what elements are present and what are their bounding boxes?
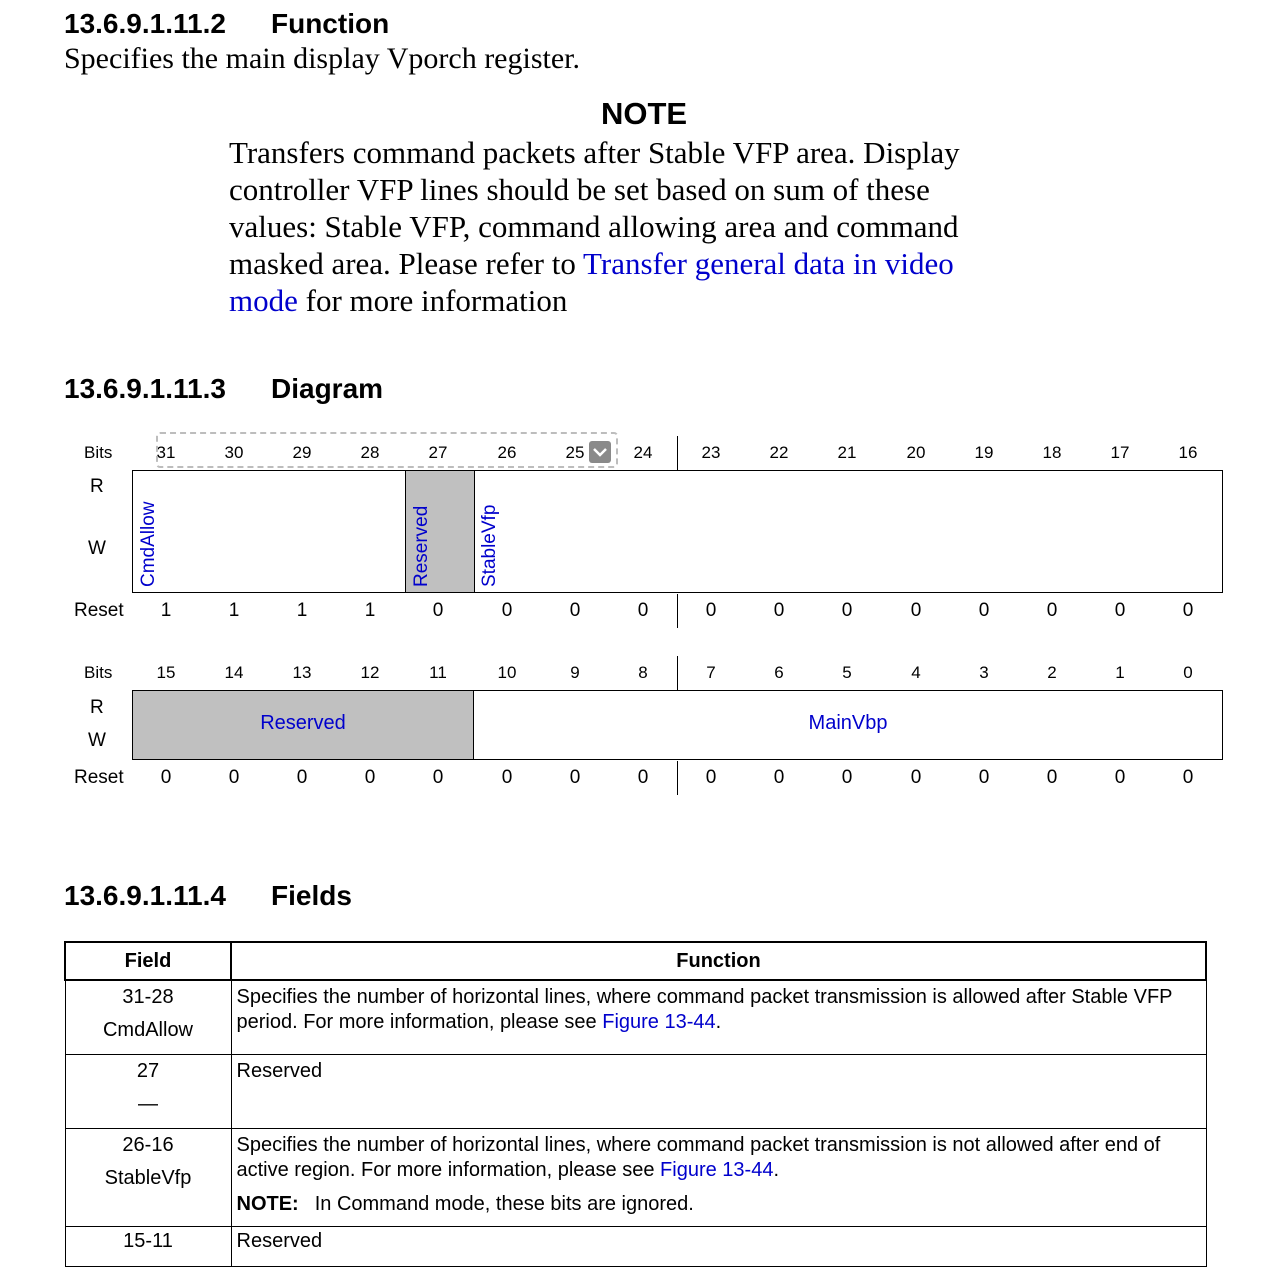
- reset-value: 0: [432, 767, 444, 788]
- reset-value: 1: [228, 600, 240, 621]
- function-cell: [231, 1128, 1206, 1226]
- bit-number: 6: [774, 663, 784, 682]
- field-name: —: [138, 1092, 158, 1115]
- field-note-text: In Command mode, these bits are ignored.: [314, 1192, 694, 1215]
- bit-number: 15: [156, 663, 176, 682]
- reset-value: 0: [841, 767, 853, 788]
- reset-value: 0: [705, 767, 717, 788]
- fields-table: [64, 941, 1207, 1267]
- field-note: [237, 1192, 1198, 1217]
- reset-value: 0: [364, 767, 376, 788]
- reset-label-lower: Reset: [74, 767, 124, 788]
- field-bits: 15-11: [123, 1229, 173, 1252]
- reset-value: 0: [160, 767, 172, 788]
- r-label-upper: R: [90, 476, 104, 497]
- reset-value: 0: [228, 767, 240, 788]
- bits-label-upper: Bits: [84, 443, 113, 462]
- field-description-end: .: [773, 1158, 780, 1181]
- reset-value: 1: [364, 600, 376, 621]
- field-cell: [65, 1128, 231, 1226]
- w-label-upper: W: [88, 538, 106, 559]
- reserved-label-lower: Reserved: [260, 712, 346, 734]
- reset-value: 0: [978, 600, 990, 621]
- reset-label-upper: Reset: [74, 600, 124, 621]
- table-row: [65, 1128, 1206, 1226]
- field-cell: [65, 1054, 231, 1128]
- reset-value: 0: [1114, 767, 1126, 788]
- bit-number: 10: [497, 663, 517, 682]
- reset-value: 0: [432, 600, 444, 621]
- bit-number: 25: [565, 443, 585, 462]
- function-heading-title: Function: [271, 8, 390, 39]
- bit-number: 29: [292, 443, 312, 462]
- bit-number: 28: [360, 443, 380, 462]
- table-row: [65, 980, 1206, 1054]
- reset-value: 0: [637, 600, 649, 621]
- diagram-heading-title: Diagram: [271, 373, 384, 404]
- table-header-row: [65, 942, 1206, 980]
- function-cell: Reserved: [231, 1054, 1206, 1128]
- function-cell: Reserved: [231, 1226, 1206, 1266]
- bit-number: 23: [701, 443, 721, 462]
- field-description-end: .: [715, 1011, 722, 1033]
- reset-value: 0: [841, 600, 853, 621]
- mainvbp-field-label[interactable]: MainVbp: [808, 712, 888, 734]
- bit-number: 17: [1110, 443, 1130, 462]
- chevron-down-icon[interactable]: [589, 441, 611, 463]
- field-bits: 31-28: [122, 986, 174, 1008]
- stablevfp-field-label[interactable]: StableVfp: [479, 504, 500, 587]
- note-text: Transfers command packets after Stable VFP area. Display controller VFP lines should be set based on sum of these values: Stable VFP, command allowing area and command masked area. Please refer to: [229, 135, 960, 281]
- reset-value: 0: [296, 767, 308, 788]
- bit-number: 30: [224, 443, 244, 462]
- reset-value: 1: [160, 600, 172, 621]
- reset-value: 0: [1182, 767, 1194, 788]
- reset-value: 0: [1046, 767, 1058, 788]
- bit-number: 26: [497, 443, 517, 462]
- bit-number: 8: [638, 663, 648, 682]
- field-description-block: [237, 1133, 1198, 1183]
- reset-value: 0: [501, 767, 513, 788]
- fields-heading-number: 13.6.9.1.11.4: [64, 880, 226, 911]
- reset-value: 0: [569, 600, 581, 621]
- byte-divider: [677, 761, 678, 795]
- figure-13-44-link[interactable]: Figure 13-44: [660, 1158, 774, 1181]
- reset-value: 1: [296, 600, 308, 621]
- byte-divider: [677, 656, 678, 690]
- byte-divider: [677, 594, 678, 628]
- fields-heading: [64, 880, 352, 912]
- reset-value: 0: [1182, 600, 1194, 621]
- bit-number: 22: [769, 443, 789, 462]
- reset-value: 0: [910, 600, 922, 621]
- field-description: Specifies the number of horizontal lines, where command packet transmission is allowed after Stable VFP period. For more information, please see: [236, 986, 1173, 1033]
- reset-value: 0: [569, 767, 581, 788]
- reset-value: 0: [637, 767, 649, 788]
- field-cell: [65, 980, 231, 1054]
- bit-number: 0: [1183, 663, 1193, 682]
- reset-value: 0: [1114, 600, 1126, 621]
- bit-selection-box[interactable]: [156, 432, 618, 468]
- bit-number: 16: [1178, 443, 1198, 462]
- byte-divider: [677, 436, 678, 470]
- field-name: CmdAllow: [102, 1019, 194, 1041]
- bits-label-lower: Bits: [84, 663, 113, 682]
- field-note-label: NOTE:: [236, 1192, 299, 1215]
- field-description: Specifies the number of horizontal lines, where command packet transmission is not allowed after end of active region. For more information, please see: [236, 1133, 1161, 1181]
- reset-value: 0: [1046, 600, 1058, 621]
- bit-number: 14: [224, 663, 244, 682]
- reset-value: 0: [773, 767, 785, 788]
- function-cell: [231, 980, 1206, 1054]
- cmdallow-field-label[interactable]: CmdAllow: [138, 501, 159, 587]
- bit-number: 20: [906, 443, 926, 462]
- field-column-header: Field: [65, 942, 231, 980]
- note-text-end: for more information: [297, 283, 568, 318]
- reserved-label-upper: Reserved: [411, 505, 432, 587]
- bit-number: 5: [842, 663, 852, 682]
- note-title: NOTE: [600, 96, 688, 131]
- reset-value: 0: [773, 600, 785, 621]
- bit-number: 24: [633, 443, 653, 462]
- bit-number: 19: [974, 443, 994, 462]
- bit-number: 3: [979, 663, 989, 682]
- r-label-lower: R: [90, 697, 104, 718]
- bit-number: 27: [428, 443, 448, 462]
- bit-number: 11: [429, 663, 447, 682]
- bit-number: 31: [156, 443, 176, 462]
- reset-value: 0: [910, 767, 922, 788]
- bit-number: 12: [360, 663, 380, 682]
- bit-number: 7: [706, 663, 716, 682]
- bit-number: 2: [1047, 663, 1057, 682]
- bit-number: 4: [911, 663, 921, 682]
- diagram-heading-number: 13.6.9.1.11.3: [64, 373, 226, 404]
- field-name: StableVfp: [104, 1166, 192, 1189]
- figure-13-44-link[interactable]: Figure 13-44: [602, 1011, 716, 1033]
- w-label-lower: W: [88, 730, 106, 751]
- bit-number: 21: [837, 443, 857, 462]
- upper-register-box: [132, 470, 1223, 593]
- bit-number: 1: [1115, 663, 1125, 682]
- fields-heading-title: Fields: [271, 880, 352, 911]
- field-cell: [65, 1226, 231, 1266]
- table-row: [65, 1054, 1206, 1128]
- function-description: Specifies the main display Vporch register.: [64, 42, 580, 75]
- table-row: [65, 1226, 1206, 1266]
- reset-value: 0: [501, 600, 513, 621]
- reset-value: 0: [978, 767, 990, 788]
- reset-value: 0: [705, 600, 717, 621]
- field-bits: 27: [136, 1059, 160, 1082]
- function-heading-number: 13.6.9.1.11.2: [64, 8, 226, 39]
- bit-number: 13: [292, 663, 312, 682]
- bit-number: 9: [570, 663, 580, 682]
- bit-number: 18: [1042, 443, 1062, 462]
- function-column-header: Function: [231, 942, 1206, 980]
- transfer-general-data-link[interactable]: Transfer general data in video mode: [229, 246, 954, 318]
- field-bits: 26-16: [122, 1133, 174, 1156]
